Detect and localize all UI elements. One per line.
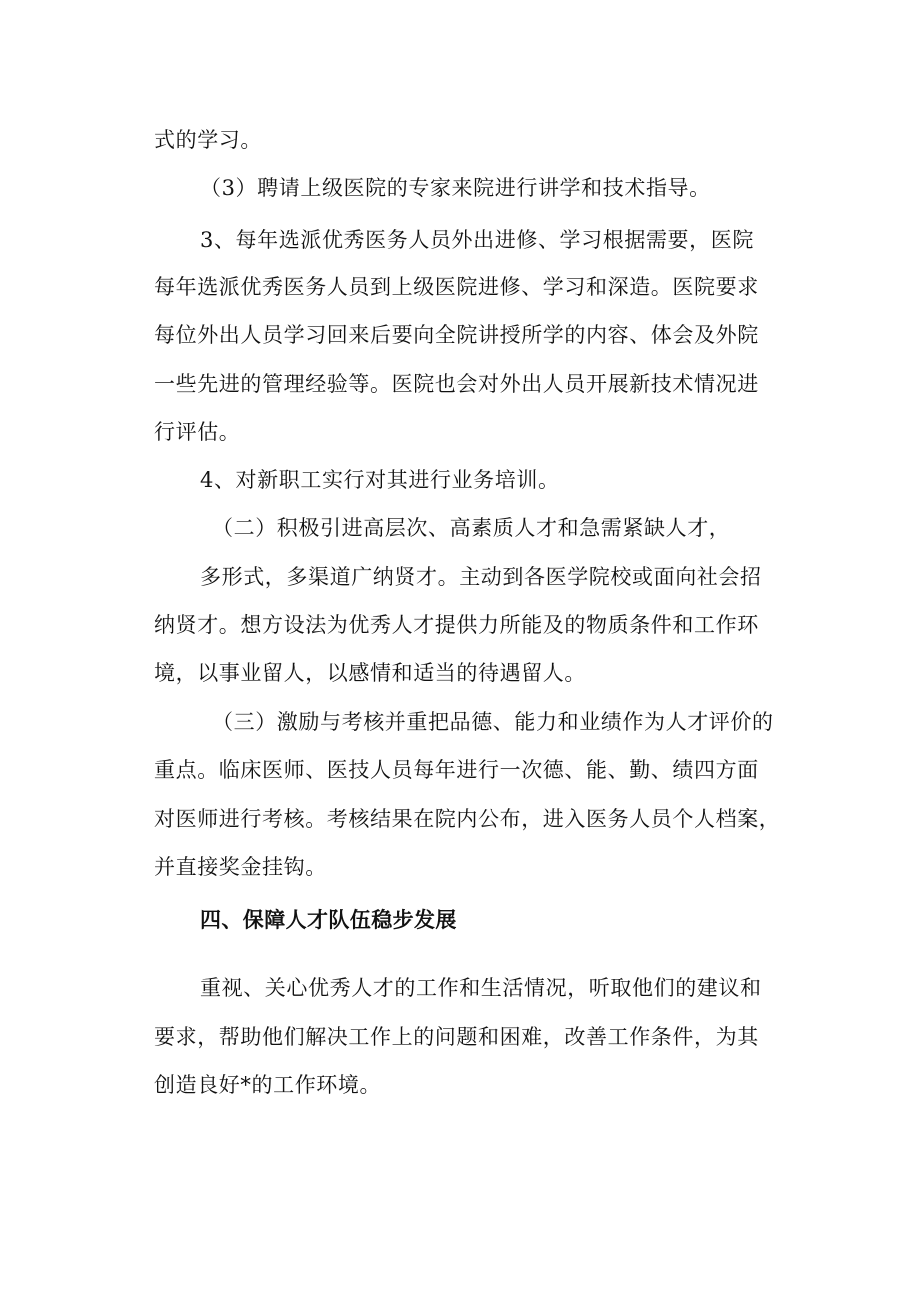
text-line-3: 3、每年选派优秀医务人员外出进修、学习根据需要，医院 (200, 228, 754, 252)
text-line-7: 行评估。 (154, 420, 241, 444)
text-line-10: 多形式，多渠道广纳贤才。主动到各医学院校或面向社会招 (200, 565, 762, 589)
text-line-18: 重视、关心优秀人才的工作和生活情况，听取他们的建议和 (200, 976, 762, 1000)
text-line-16: 并直接奖金挂钩。 (154, 855, 327, 879)
text-line-1: 式的学习。 (154, 128, 262, 152)
text-line-15: 对医师进行考核。考核结果在院内公布，进入医务人员个人档案， (154, 807, 781, 831)
text-line-11: 纳贤才。想方设法为优秀人才提供力所能及的物质条件和工作环 (154, 613, 759, 637)
text-line-12: 境，以事业留人，以感情和适当的待遇留人。 (154, 661, 586, 685)
text-line-6: 一些先进的管理经验等。医院也会对外出人员开展新技术情况进 (154, 372, 759, 396)
text-line-8: 4、对新职工实行对其进行业务培训。 (200, 468, 560, 492)
text-line-9: （二）积极引进高层次、高素质人才和急需紧缺人才， (212, 516, 731, 540)
text-line-13: （三）激励与考核并重把品德、能力和业绩作为人才评价的 (212, 710, 774, 734)
text-line-5: 每位外出人员学习回来后要向全院讲授所学的内容、体会及外院 (154, 323, 759, 347)
text-line-4: 每年选派优秀医务人员到上级医院进修、学习和深造。医院要求 (154, 275, 759, 299)
text-line-19: 要求，帮助他们解决工作上的问题和困难，改善工作条件，为其 (154, 1025, 759, 1049)
text-line-2: （3）聘请上级医院的专家来院进行讲学和技术指导。 (200, 176, 711, 200)
text-line-14: 重点。临床医师、医技人员每年进行一次德、能、勤、绩四方面 (154, 758, 759, 782)
section-heading: 四、保障人才队伍稳步发展 (200, 908, 457, 932)
text-line-20: 创造良好*的工作环境。 (154, 1073, 382, 1097)
